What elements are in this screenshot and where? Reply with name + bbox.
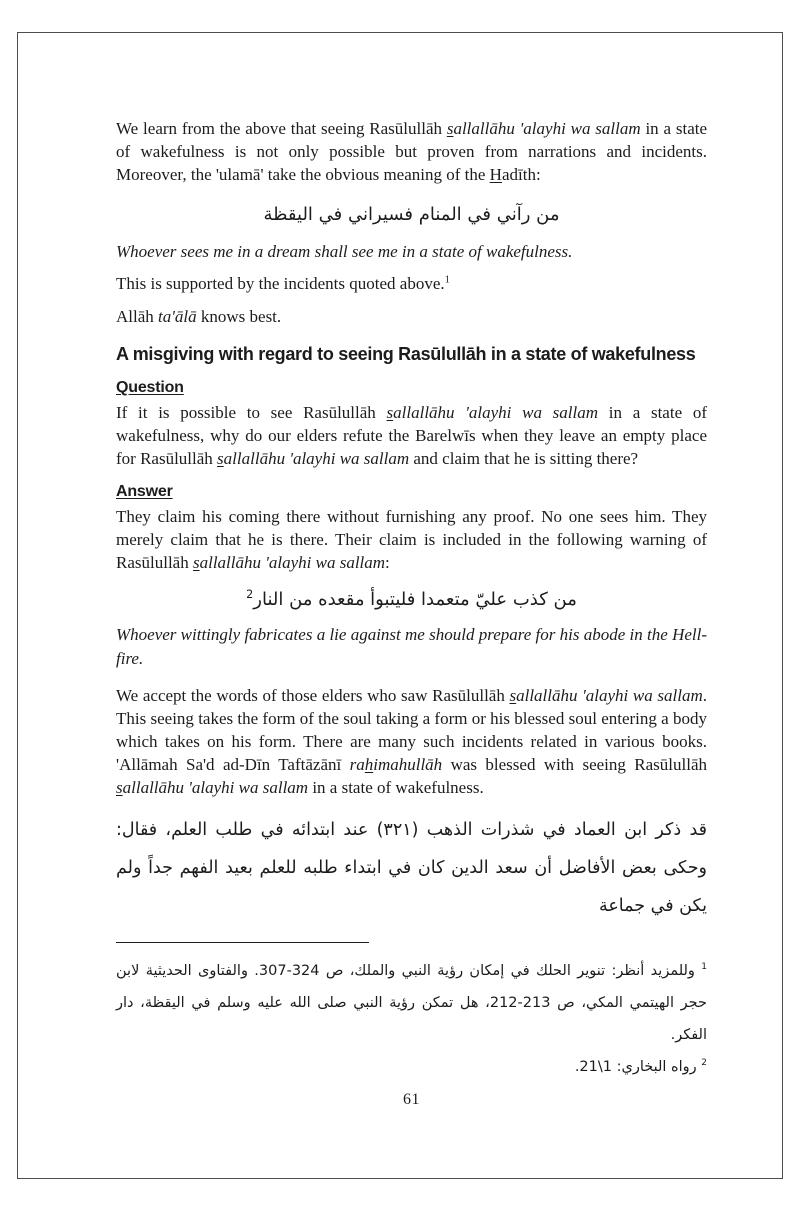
supported-line: This is supported by the incidents quoted above.$^1$	[116, 274, 450, 293]
question-paragraph: If it is possible to see Rasūlullāh sallallāhu 'alayhi wa sallam in a state of wakefulness, why do our elders refute the Barelwīs when they leave an empty place for Rasūlullāh sallallāhu 'alayhi wa sallam and claim that he is sitting there?	[116, 403, 707, 468]
page-border	[17, 32, 783, 1179]
hadith-arabic-1: من رآني في المنام فسيراني في اليقظة	[263, 204, 560, 225]
text-block	[116, 117, 707, 1109]
accept-paragraph: We accept the words of those elders who saw Rasūlullāh sallallāhu 'alayhi wa sallam. This seeing takes the form of the soul taking a form or his blessed soul entering a body which takes on his form. There are many such incidents related in various books. 'Allāmah Sa'd ad-Dīn Taftāzānī rahimahullāh was blessed with seeing Rasūlullāh sallallāhu 'alayhi wa sallam in a state of wakefulness.	[116, 686, 707, 797]
answer-heading: Answer	[116, 483, 173, 500]
hadith-translation-1: Whoever sees me in a dream shall see me in a state of wakefulness.	[116, 242, 573, 261]
page-number: 61	[403, 1091, 420, 1108]
arabic-citation-paragraph: قد ذكر ابن العماد في شذرات الذهب (٣٢١) عند ابتدائه في طلب العلم، فقال: وحكى بعض الأفاضل أن سعد الدين كان في ابتداء طلبه للعلم بعيد الفهم جداً ولم يكن في جماعة	[116, 820, 707, 916]
question-heading: Question	[116, 379, 184, 396]
allah-knows-best-line: Allāh ta'ālā knows best.	[116, 307, 282, 326]
intro-paragraph: We learn from the above that seeing Rasūlullāh sallallāhu 'alayhi wa sallam in a state of wakefulness is not only possible but proven from narrations and incidents. Moreover, the 'ulamā' take the obvious meaning of the Hadīth:	[116, 119, 708, 184]
footnote-2: $^2$ رواه البخاري: 21\1.	[574, 1058, 707, 1075]
answer-paragraph: They claim his coming there without furnishing any proof. No one sees him. They merely claim that he is there. Their claim is included in the following warning of Rasūlullāh sallallāhu 'alayhi wa sallam:	[116, 507, 707, 572]
footnote-separator	[116, 942, 369, 943]
hadith-translation-2: Whoever wittingly fabricates a lie against me should prepare for his abode in the Hell-fire.	[116, 625, 707, 668]
footnote-1: $^1$ وللمزيد أنظر: تنوير الحلك في إمكان رؤية النبي والملك، ص 307-324. والفتاوى الحديثية لابن حجر الهيتمي المكي، ص 212-213، هل تمكن رؤية النبي صلى الله عليه وسلم في اليقظة، دار الفكر.	[116, 962, 708, 1043]
hadith-arabic-2: من كذب عليّ متعمدا فليتبوأ مقعده من النار$^2$	[246, 588, 577, 610]
section-heading: A misgiving with regard to seeing Rasūlullāh in a state of wakefulness	[116, 344, 696, 364]
